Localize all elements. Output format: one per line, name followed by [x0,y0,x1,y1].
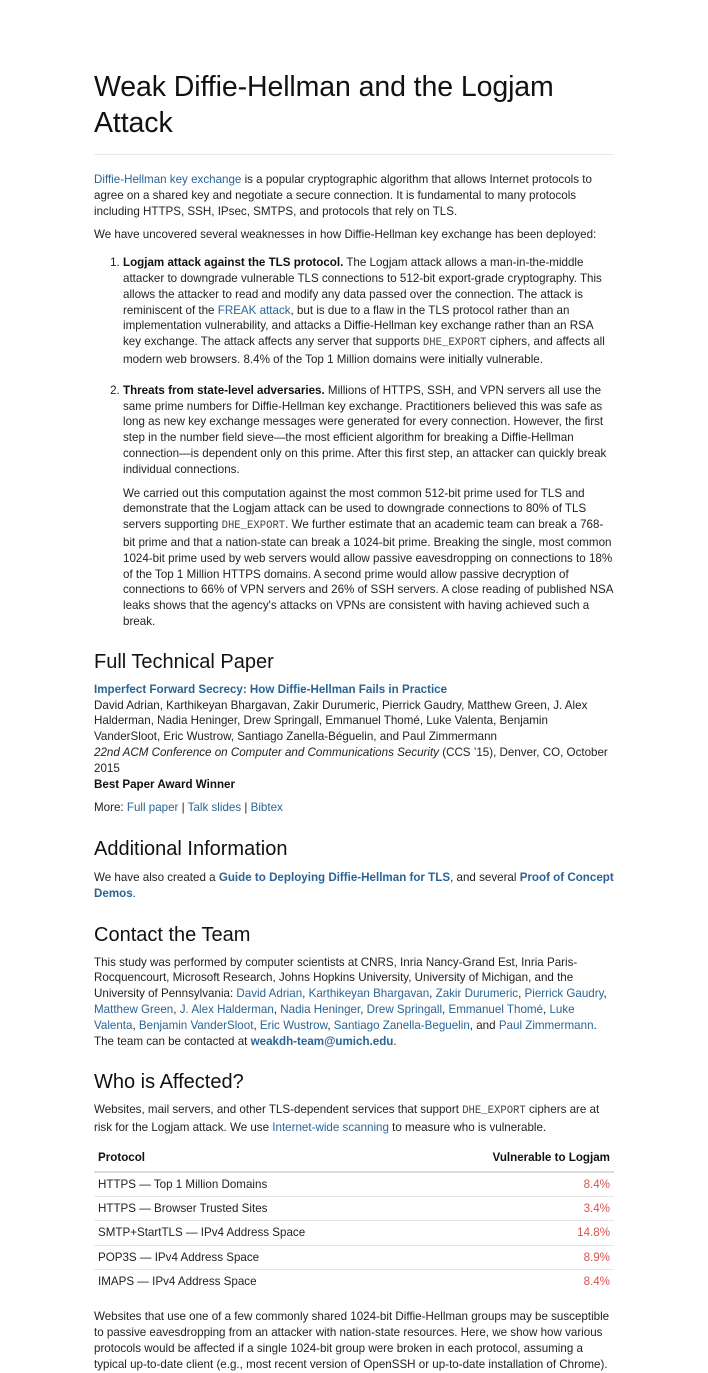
protocol-cell: IMAPS — IPv4 Address Space [94,1270,422,1294]
vulnerable-percent-cell: 8.9% [422,1245,614,1269]
logjam-text-a: The Logjam attack allows a man-in-the-middle attacker to downgrade vulnerable TLS connections to 512-bit export-grade cryptography. This allows the attacker to read and modify any data passed over the connection. The attack is reminiscent of the [123,256,602,317]
protocol-cell: POP3S — IPv4 Address Space [94,1245,422,1269]
team-member-link[interactable]: Pierrick Gaudry [524,987,604,1001]
computation-text-a: We carried out this computation against the most common 512-bit prime used for TLS and demonstrate that the Logjam attack can be used to downgrade connections to 80% of TLS servers supporting [123,486,587,532]
name-separator: , [253,1018,260,1032]
vulnerable-percent-cell: 8.4% [583,1177,610,1191]
internet-scanning-link[interactable]: Internet-wide scanning [272,1121,389,1135]
demos-link[interactable]: Proof of Concept Demos [94,871,614,900]
weakness-list [94,255,614,630]
team-member-link[interactable]: Nadia Heninger [280,1003,361,1017]
who-paragraph [94,1102,614,1136]
state-heading: Threats from state-level adversaries. [123,383,325,397]
team-member-link[interactable]: Luke Valenta [94,1003,575,1032]
name-separator: , [273,1003,281,1017]
name-separator: , [603,987,607,1001]
dhe-export-code: DHE_EXPORT [462,1105,526,1118]
name-separator: , and [469,1018,499,1032]
who-text-c: to measure who is vulnerable. [388,1121,547,1135]
protocol-cell: HTTPS — Top 1 Million Domains [98,1177,268,1191]
dhe-export-code: DHE_EXPORT [221,520,286,533]
table-row [94,1221,614,1245]
contact-heading: Contact the Team [94,923,251,946]
page-title: Weak Diffie-Hellman and the Logjam Attack [94,0,614,155]
weakness-item-state-adversaries [123,383,614,630]
team-member-link[interactable]: David Adrian [236,987,303,1001]
paper-award: Best Paper Award Winner [94,777,235,791]
team-member-link[interactable]: J. Alex Halderman [179,1003,274,1017]
team-member-link[interactable]: Benjamin VanderSloot [138,1018,254,1032]
table-row [94,1172,614,1197]
contact-tail: . The team can be contacted at [94,1018,597,1048]
team-member-link[interactable]: Zakir Durumeric [435,987,519,1001]
freak-attack-link[interactable]: FREAK attack [217,303,291,317]
protocol-column-header: Protocol [94,1146,422,1172]
name-separator: , [429,987,436,1001]
intro-paragraph [94,172,614,219]
computation-paragraph [123,486,614,630]
name-separator: , [543,1003,550,1017]
paper-venue-details: (CCS ’15), Denver, CO, October 2015 [94,745,608,775]
paper-authors: David Adrian, Karthikeyan Bhargavan, Zakir Durumeric, Pierrick Gaudry, Matthew Green, J. Alex Halderman, Nadia Heninger, Drew Springall, Emmanuel Thomé, Luke Valenta, Benjamin VanderSloot, Eric Wustrow, Santiago Zanella-Béguelin, and Paul Zimmermann [94,698,588,744]
logjam-text-c: ciphers, and affects all modern web browsers. 8.4% of the Top 1 Million domains were initially vulnerable. [123,335,605,366]
shared-groups-paragraph: Websites that use one of a few commonly shared 1024-bit Diffie-Hellman groups may be susceptible to passive eavesdropping from an attacker with nation-state resources. Here, we show how various protocols would be affected if a single 1024-bit group were broken in each protocol, assuming a typical up-to-date client (e.g., most recent version of OpenSSH or up-to-date installation of Chrome). [94,1310,610,1371]
paper-venue [94,745,614,777]
paper-heading: Full Technical Paper [94,650,274,673]
team-member-link[interactable]: Emmanuel Thomé [448,1003,543,1017]
contact-end: . [393,1034,397,1048]
team-member-link[interactable]: Santiago Zanella-Beguelin [333,1018,470,1032]
uncovered-paragraph: We have uncovered several weaknesses in how Diffie-Hellman key exchange has been deployed: [94,228,597,242]
protocol-cell: HTTPS — Browser Trusted Sites [94,1197,422,1221]
link-separator: | [241,801,251,815]
who-heading: Who is Affected? [94,1071,244,1094]
table-header-row [94,1146,614,1172]
table-row [94,1245,614,1269]
team-member-link[interactable]: Eric Wustrow [259,1018,328,1032]
additional-text-c: . [132,886,136,900]
table-body [94,1172,614,1293]
additional-text-a: We have also created a [94,871,219,885]
additional-heading: Additional Information [94,838,288,861]
vulnerable-percent-cell: 14.8% [422,1221,614,1245]
contact-text: This study was performed by computer scientists at CNRS, Inria Nancy-Grand Est, Inria Paris-Rocquencourt, Microsoft Research, Johns Hopkins University, University of Michigan, and the University of Pennsylvania: [94,955,578,1001]
logjam-text-b: , but is due to a flaw in the TLS protocol rather than an implementation vulnerability, and attacks a Diffie-Hellman key exchange rather than an RSA key exchange. The attack affects any server that supports [123,303,594,349]
vulnerable-percent-cell: 8.4% [422,1270,614,1294]
vulnerable-column-header: Vulnerable to Logjam [422,1146,614,1172]
team-member-link[interactable]: Karthikeyan Bhargavan [308,987,430,1001]
contact-paragraph [94,955,614,1050]
additional-paragraph [94,870,614,902]
bibtex-link[interactable]: Bibtex [250,801,283,815]
paper-venue-name: 22nd ACM Conference on Computer and Communications Security [94,745,439,759]
name-separator: , [518,987,525,1001]
computation-text-b: . We further estimate that an academic team can break a 768-bit prime and that a nation-state can break a 1024-bit prime. Breaking the single, most common 1024-bit prime used by web servers would allow passive eavesdropping on connections to 18% of the Top 1 Million HTTPS domains. A second prime would allow passive decryption of connections to 66% of VPN servers and 26% of SSH servers. A close reading of published NSA leaks shows that the agency's attacks on VPNs are consistent with having achieved such a break. [123,518,613,628]
team-member-link[interactable]: Matthew Green [94,1003,174,1017]
team-member-link[interactable]: Paul Zimmermann [498,1018,594,1032]
who-text-b: ciphers are at risk for the Logjam attack. We use [94,1103,600,1135]
vulnerability-table [94,1146,614,1293]
talk-slides-link[interactable]: Talk slides [187,801,242,815]
name-separator: , [132,1018,139,1032]
vulnerable-percent-cell: 3.4% [422,1197,614,1221]
more-label: More: [94,801,127,815]
table-row [94,1270,614,1294]
protocol-cell: SMTP+StartTLS — IPv4 Address Space [94,1221,422,1245]
who-text-a: Websites, mail servers, and other TLS-dependent services that support [94,1103,463,1117]
team-email-link[interactable]: weakdh-team@umich.edu [250,1034,394,1048]
weakness-item-logjam [123,255,614,368]
name-separator: , [173,1003,180,1017]
full-paper-link[interactable]: Full paper [126,801,179,815]
state-text-a: Millions of HTTPS, SSH, and VPN servers all use the same prime numbers for Diffie-Hellman key exchange. Practitioners believed this was safe as long as new key exchange messages were generated for every connection. However, the first step in the number field sieve—the most efficient algorithm for breaking a Diffie-Hellman connection—is dependent only on this prime. After this first step, an attacker can quickly break individual connections. [123,383,607,476]
name-separator: , [360,1003,367,1017]
intro-text: is a popular cryptographic algorithm that allows Internet protocols to agree on a shared key and negotiate a secure connection. It is fundamental to many protocols including HTTPS, SSH, IPsec, SMTPS, and protocols that rely on TLS. [94,173,592,218]
paper-title-link[interactable]: Imperfect Forward Secrecy: How Diffie-Hellman Fails in Practice [94,682,448,696]
name-separator: , [302,987,309,1001]
name-separator: , [442,1003,449,1017]
dhe-export-code: DHE_EXPORT [422,337,487,350]
paper-more-links [94,800,614,816]
name-separator: , [327,1018,334,1032]
team-member-link[interactable]: Drew Springall [366,1003,443,1017]
table-row [94,1197,614,1221]
logjam-heading: Logjam attack against the TLS protocol. [123,256,344,270]
guide-link[interactable]: Guide to Deploying Diffie-Hellman for TLS [218,871,451,885]
dh-key-exchange-link[interactable]: Diffie-Hellman key exchange [94,173,242,186]
additional-text-b: , and several [450,871,520,885]
link-separator: | [178,801,188,815]
